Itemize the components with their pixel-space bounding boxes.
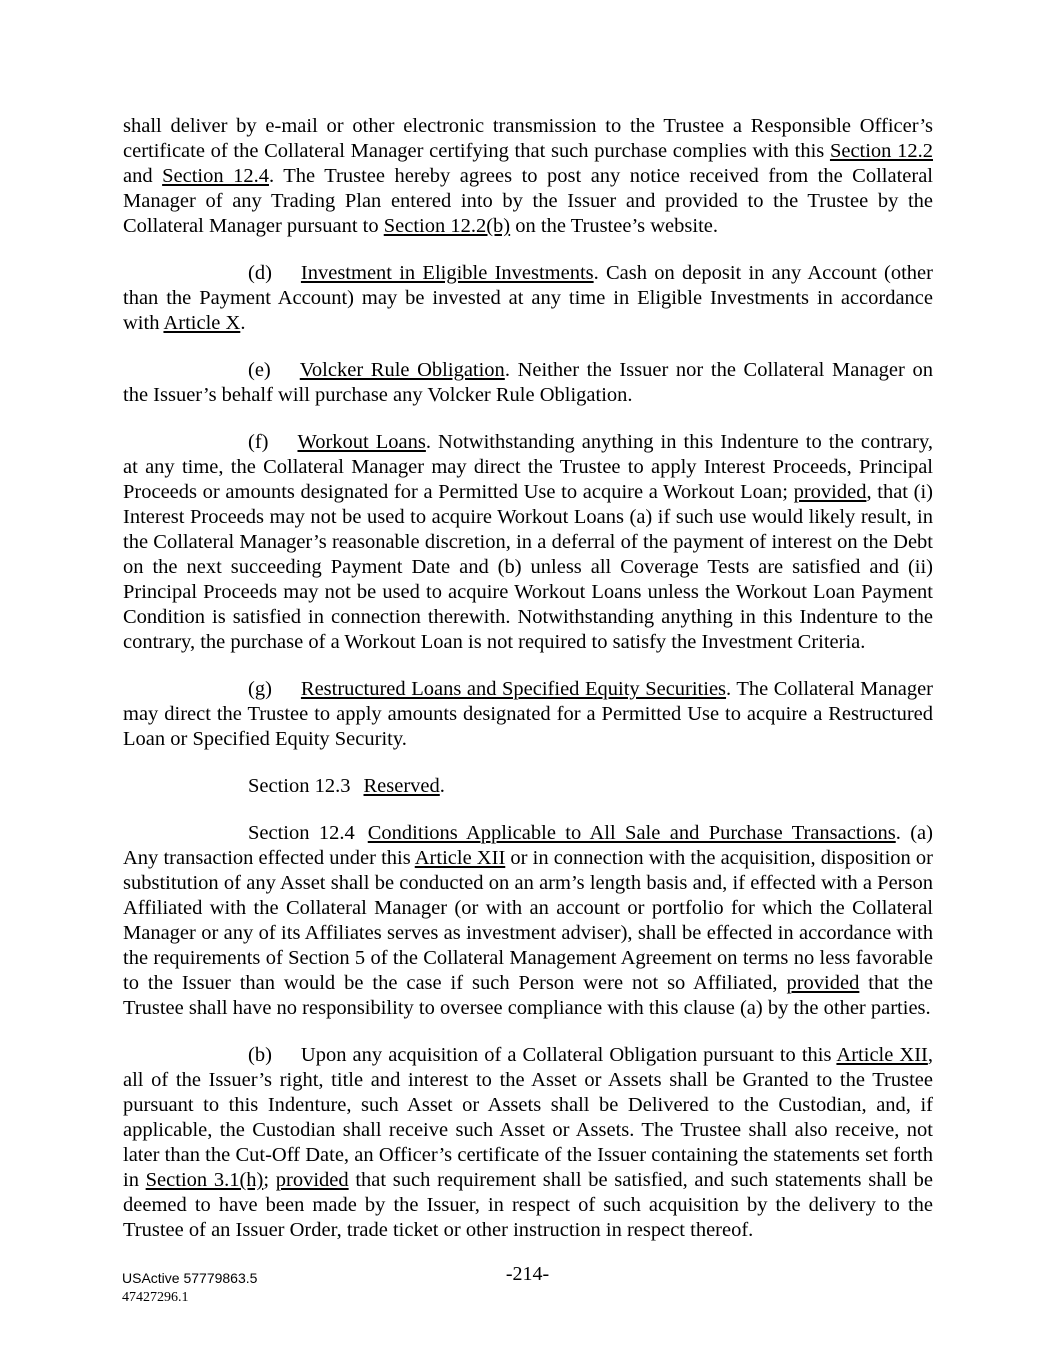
underlined-text: Section 12.4 [162,165,269,187]
para-g-restructured-loans-and-specified-equity-securities [123,677,933,752]
text-run: , that (i) Interest Proceeds may not be used to acquire Workout Loans (a) if such use would likely result, in the Collateral Manager’s reasonable discretion, in a deferral of the payment of interest on the Debt on the next succeeding Payment Date and (b) unless all Coverage Tests are satisfied and (ii) Principal Proceeds may not be used to acquire Workout Loans unless the Workout Loan Payment Condition is satisfied in connection therewith. Notwithstanding anything in this Indenture to the contrary, the purchase of a Workout Loan is not required to satisfy the Investment Criteria. [123,481,934,653]
text-run: . The Trustee hereby agrees to post any notice received from the Collateral Manager of any Trading Plan entered into by the Issuer and provided to the Trustee by the Collateral Manager pursuant to [123,165,934,237]
text-run: . Cash on deposit in any Account (other than the Payment Account) may be invested at any time in Eligible Investments in accordance with [123,262,933,334]
text-run: that the Trustee shall have no responsibility to oversee compliance with this clause (a) by the other parties. [123,972,933,1019]
tab-space [271,375,300,376]
tab-space [355,838,368,839]
text-run: Upon any acquisition of a Collateral Obligation pursuant to this [300,1044,837,1066]
text-run: (d) [248,262,272,284]
document-body [123,114,933,1265]
underlined-text: Workout Loans [297,431,426,453]
underlined-text: Section 12.2(b) [383,215,511,237]
para-d-investment-in-eligible-investments [123,261,933,336]
underlined-text: provided [793,481,867,503]
tab-space [268,447,297,448]
text-run: ; [263,1169,276,1191]
tab-space [272,1060,301,1061]
text-run: on the Trustee’s website. [510,215,718,237]
underlined-text: Volcker Rule Obligation [299,359,505,381]
text-run: Section 12.3 [248,775,351,797]
underlined-text: Section 3.1(h) [145,1169,264,1191]
footer-doc-id-line1: USActive 57779863.5 [122,1270,258,1286]
para-f-workout-loans [123,430,933,655]
text-run: (b) [248,1044,272,1066]
text-run: . (a) Any transaction effected under this [123,822,933,869]
underlined-text: Article X [163,312,241,334]
page-number: -214- [505,1263,550,1285]
para-b-acquisition-collateral-obligation [123,1043,933,1243]
tab-space [272,278,301,279]
text-run: shall deliver by e-mail or other electronic transmission to the Trustee a Responsible Officer’s certificate of the Collateral Manager certifying that such purchase complies with this [123,115,933,162]
text-run: . The Collateral Manager may direct the Trustee to apply amounts designated for a Permitted Use to acquire a Restructured Loan or Specified Equity Security. [123,678,933,750]
heading-section-12-3-reserved [123,774,933,799]
text-run: . [439,775,445,797]
footer-doc-id-line2: 47427296.1 [122,1290,189,1305]
underlined-text: Conditions Applicable to All Sale and Purchase Transactions [367,822,896,844]
text-run: or in connection with the acquisition, disposition or substitution of any Asset shall be conducted on an arm’s length basis and, if effected with a Person Affiliated with the Collateral Manager (or with an account or portfolio for which the Collateral Manager or any of its Affiliates serves as investment adviser), shall be effected in accordance with the requirements of Section 5 of the Collateral Management Agreement on terms no less favorable to the Issuer than would be the case if such Person were not so Affiliated, [123,847,933,994]
para-e-volcker-rule-obligation [123,358,933,408]
text-run: (e) [248,359,271,381]
underlined-text: Article XII [414,847,506,869]
tab-space [272,694,301,695]
text-run: that such requirement shall be satisfied, and such statements shall be deemed to have been made by the Issuer, in respect of such acquisition by the delivery to the Trustee of an Issuer Order, trade ticket or other instruction in respect thereof. [123,1169,933,1241]
underlined-text: Section 12.2 [829,140,933,162]
underlined-text: Article XII [836,1044,928,1066]
text-run: , all of the Issuer’s right, title and interest to the Asset or Assets shall be Granted to the Trustee pursuant to this Indenture, such Asset or Assets shall be Delivered to the Custodian, and, if applicable, the Custodian shall receive such Asset or Assets. The Trustee shall also receive, not later than the Cut-Off Date, an Officer’s certificate of the Issuer containing the statements set forth in [123,1044,933,1191]
para-section-12-4-conditions [123,821,933,1021]
text-run: . Notwithstanding anything in this Indenture to the contrary, at any time, the Collateral Manager may direct the Trustee to apply Interest Proceeds, Principal Proceeds or amounts designated for a Permitted Use to acquire a Workout Loan; [123,431,933,503]
underlined-text: Restructured Loans and Specified Equity Securities [300,678,727,700]
text-run: Section 12.4 [248,822,355,844]
underlined-text: provided [786,972,860,994]
text-run: . [240,312,246,334]
text-run: (g) [248,678,272,700]
underlined-text: Investment in Eligible Investments [300,262,594,284]
underlined-text: Reserved [363,775,440,797]
underlined-text: provided [275,1169,349,1191]
text-run: and [123,165,163,187]
para-continuation-trading-plan [123,114,933,239]
text-run: . Neither the Issuer nor the Collateral Manager on the Issuer’s behalf will purchase any Volcker Rule Obligation. [123,359,933,406]
text-run: (f) [248,431,269,453]
tab-space [351,791,364,792]
